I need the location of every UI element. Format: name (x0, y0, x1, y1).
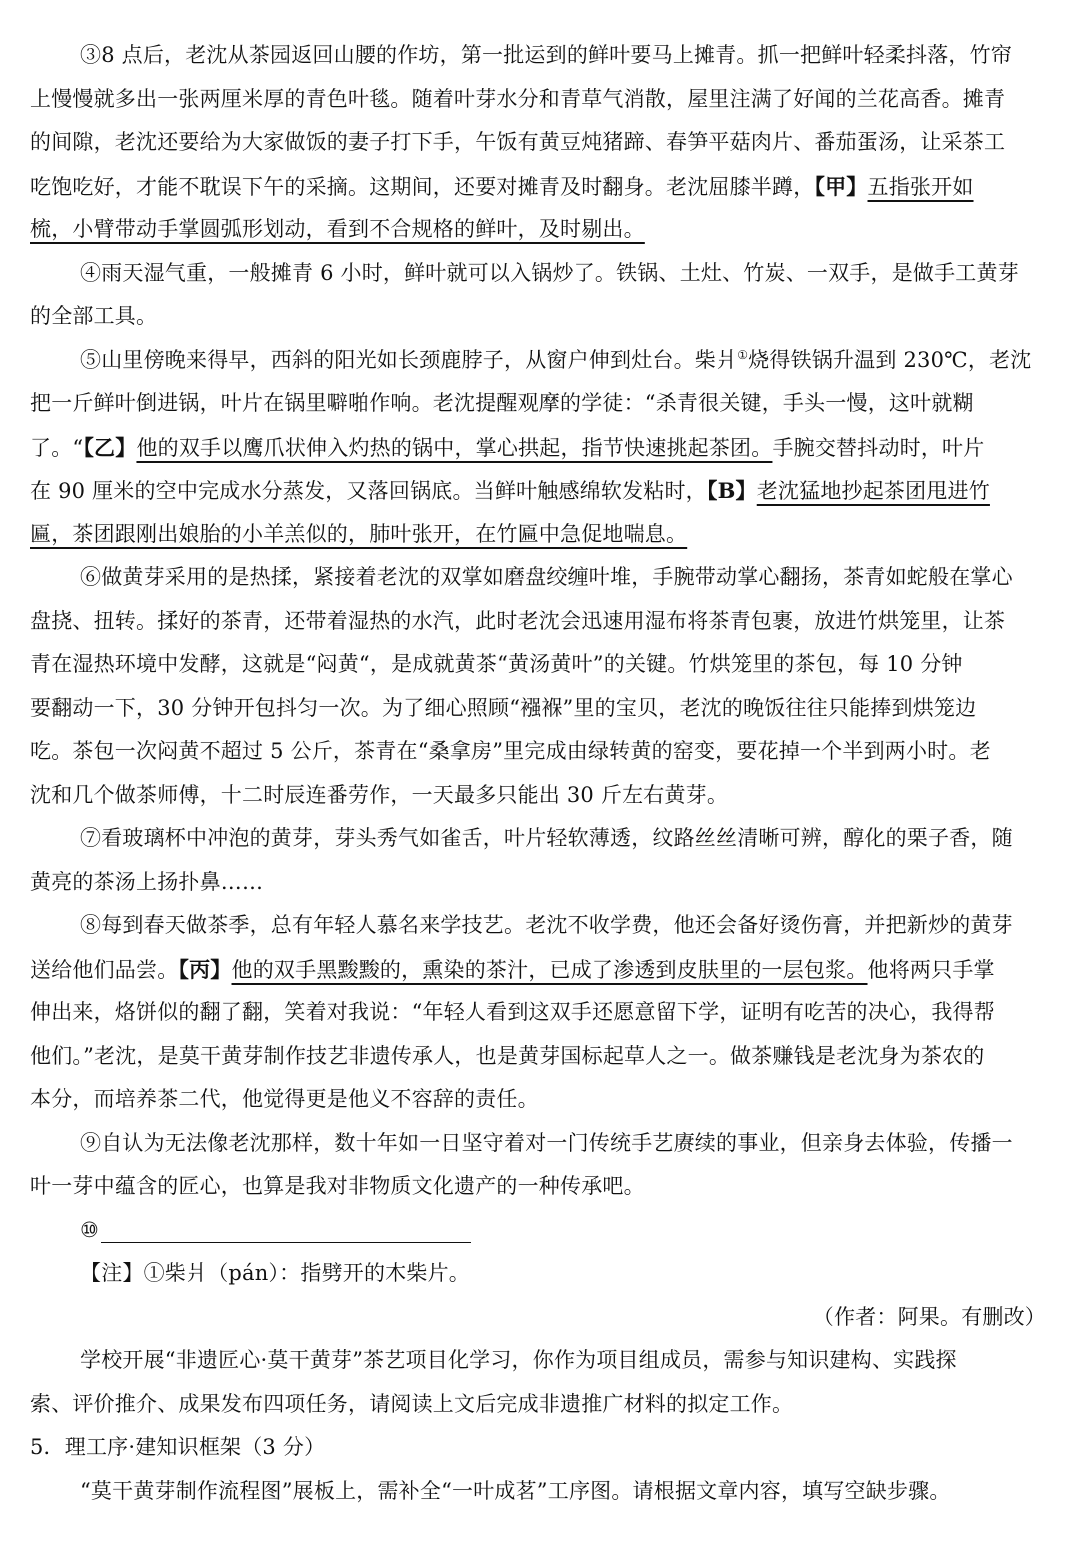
underlined-sentence-yi: 他的双手以鹰爪状伸入灼热的锅中，掌心拱起，指节快速挑起茶团。 (136, 435, 773, 460)
paragraph-8-line-3: 伸出来，烙饼似的翻了翻，笑着对我说：“年轻人看到这双手还愿意留下学，证明有吃苦的决心，我得帮 (30, 1000, 995, 1024)
paragraph-4-line-1: ④雨天湿气重，一般摊青 6 小时，鲜叶就可以入锅炒了。铁锅、土灶、竹炭、一双手，是做手工黄芽 (80, 260, 1019, 285)
paragraph-8-line-2: 送给他们品尝。【丙】他的双手黑黢黢的，熏染的茶汁，已成了渗透到皮肤里的一层包浆。他将两只手掌 (30, 956, 995, 982)
paragraph-6-line-3: 青在湿热环境中发酵，这就是“闷黄“，是成就黄茶“黄汤黄叶”的关键。竹烘笼里的茶包，每 10 分钟 (30, 652, 963, 676)
paragraph-5-line-2: 把一斤鲜叶倒进锅，叶片在锅里噼啪作响。老沈提醒观摩的学徒：“杀青很关键，手头一慢，这叶就糊 (30, 391, 974, 415)
task-intro-line-1: 学校开展“非遗匠心·莫干黄芽”茶艺项目化学习，你作为项目组成员，需参与知识建构、实践探 (80, 1348, 957, 1372)
task-intro-line-2: 索、评价推介、成果发布四项任务，请阅读上文后完成非遗推广材料的拟定工作。 (30, 1391, 794, 1416)
footnote: 【注】①柴爿（pán）：指劈开的木柴片。 (80, 1261, 470, 1285)
paragraph-3-line-5 (30, 208, 1056, 252)
underlined-sentence-jia-cont: 梳，小臂带动手掌圆弧形划动，看到不合规格的鲜叶，及时剔出。 (30, 217, 645, 241)
paragraph-6-line-1: ⑥做黄芽采用的是热揉，紧接着老沈的双掌如磨盘绞缠叶堆，手腕带动掌心翻扬，茶青如蛇般在掌心 (80, 565, 1013, 589)
paragraph-7-line-2: 黄亮的茶汤上扬扑鼻…… (30, 869, 264, 894)
paragraph-6-line-4: 要翻动一下，30 分钟开包抖匀一次。为了细心照顾“襁褓”里的宝贝，老沈的晚饭往往只能捧到烘笼边 (30, 695, 977, 720)
paragraph-10: ⑩ (30, 1209, 1056, 1253)
paragraph-9-line-2: 叶一芽中蕴含的匠心，也算是我对非物质文化遗产的一种传承吧。 (30, 1174, 645, 1198)
author-credit: （作者：阿果。有删改） (812, 1304, 1046, 1329)
marker-jia: 【甲】 (814, 173, 868, 199)
paragraph-8-line-5: 本分，而培养茶二代，他觉得更是他义不容辞的责任。 (30, 1087, 539, 1111)
underlined-sentence-bing: 他的双手黑黢黢的，熏染的茶汁，已成了渗透到皮肤里的一层包浆。 (231, 957, 868, 982)
paragraph-3-line-4: 吃饱吃好，才能不耽误下午的采摘。这期间，还要对摊青及时翻身。老沈屈膝半蹲，【甲】五指张开如 (30, 173, 974, 199)
underlined-sentence-b: 老沈猛地抄起茶团甩进竹 (756, 479, 990, 503)
question-5-prompt: “莫干黄芽制作流程图”展板上，需补全“一叶成茗”工序图。请根据文章内容，填写空缺步骤。 (80, 1478, 951, 1503)
paragraph-6-line-2: 盘挠、扭转。揉好的茶青，还带着湿热的水汽，此时老沈会迅速用湿布将茶青包裹，放进竹烘笼里，让茶 (30, 608, 1006, 633)
paragraph-5-line-5 (30, 513, 1056, 557)
paragraph-4-line-2: 的全部工具。 (30, 304, 158, 328)
paragraph-3-line-1: ③8 点后，老沈从茶园返回山腰的作坊，第一批运到的鲜叶要马上摊青。抓一把鲜叶轻柔抖落，竹帘 (80, 43, 1013, 67)
paragraph-5-line-1: ⑤山里傍晚来得早，西斜的阳光如长颈鹿脖子，从窗户伸到灶台。柴爿①烧得铁锅升温到 230℃，老沈 (80, 347, 1032, 372)
paragraph-5-line-3: 了。“【乙】他的双手以鹰爪状伸入灼热的锅中，掌心拱起，指节快速挑起茶团。手腕交替抖动时，叶片 (30, 434, 985, 460)
paragraph-9-line-1: ⑨自认为无法像老沈那样，数十年如一日坚守着对一门传统手艺赓续的事业，但亲身去体验，传播一 (80, 1130, 1013, 1155)
marker-yi: 【乙】 (83, 434, 137, 460)
marker-b: 【B】 (706, 478, 757, 503)
underlined-sentence-b-cont: 匾，茶团跟刚出娘胎的小羊羔似的，肺叶张开，在竹匾中急促地喘息。 (30, 521, 688, 546)
paragraph-3-line-3: 的间隙，老沈还要给为大家做饭的妻子打下手，午饭有黄豆炖猪蹄、春笋平菇肉片、番茄蛋汤，让采茶工 (30, 130, 1006, 154)
question-5-title: 5．理工序·建知识框架（3 分） (30, 1435, 326, 1459)
paragraph-3-line-2: 上慢慢就多出一张两厘米厚的青色叶毯。随着叶芽水分和青草气消散，屋里注满了好闻的兰花高香。摊青 (30, 86, 1006, 111)
paragraph-5-line-4: 在 90 厘米的空中完成水分蒸发，又落回锅底。当鲜叶触感绵软发粘时，【B】老沈猛地抄起茶团甩进竹 (30, 478, 990, 503)
underlined-sentence-jia: 五指张开如 (867, 174, 974, 199)
footnote-marker: ① (737, 347, 749, 362)
paragraph-8-line-1: ⑧每到春天做茶季，总有年轻人慕名来学技艺。老沈不收学费，他还会备好烫伤膏，并把新炒的黄芽 (80, 913, 1013, 937)
paragraph-8-line-4: 他们。”老沈，是莫干黄芽制作技艺非遗传承人，也是黄芽国标起草人之一。做茶赚钱是老沈身为茶农的 (30, 1043, 985, 1068)
marker-bing: 【丙】 (178, 956, 232, 982)
paragraph-6-line-5: 吃。茶包一次闷黄不超过 5 公斤，茶青在“桑拿房”里完成由绿转黄的窑变，要花掉一个半到两小时。老 (30, 739, 991, 763)
paragraph-6-line-6: 沈和几个做茶师傅，十二时辰连番劳作，一天最多只能出 30 斤左右黄芽。 (30, 782, 729, 807)
paragraph-10-blank[interactable] (101, 1214, 471, 1243)
paragraph-7-line-1: ⑦看玻璃杯中冲泡的黄芽，芽头秀气如雀舌，叶片轻软薄透，纹路丝丝清晰可辨，醇化的栗子香，随 (80, 826, 1013, 850)
